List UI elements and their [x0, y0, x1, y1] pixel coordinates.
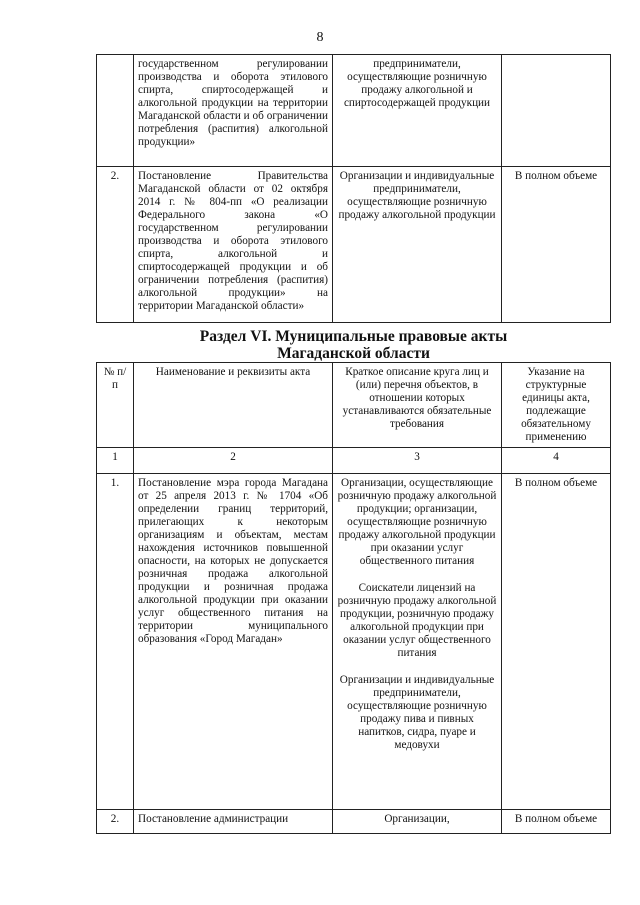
table-header-row: [97, 363, 611, 448]
table-row: [97, 474, 611, 810]
act-name-cell: Постановление администрации: [134, 810, 333, 834]
persons-paragraph: Соискатели лицензий на розничную продажу алкогольной продукции, розничную продажу алкогольной продукции при оказании услуг общественного питания: [337, 582, 497, 659]
column-number: 2: [134, 448, 333, 474]
table-row: [97, 55, 611, 167]
section-title-line1: Раздел VI. Муниципальные правовые акты: [199, 328, 508, 345]
act-name-cell: Постановление мэра города Магадана от 25 апреля 2013 г. № 1704 «Об определении границ территорий, прилегающих к некоторым организациям и объектам, местам нахождения источников повышенной опасности, на которых не допускается розничная продажа алкогольной продукции и розничная продажа алкогольной продукции при оказании услуг общественного питания на территории муниципального образования «Город Магадан»: [134, 474, 333, 810]
persons-cell: [333, 474, 502, 810]
table-row: [97, 167, 611, 323]
header-scope: Указание на структурные единицы акта, подлежащие обязательному применению: [502, 363, 611, 448]
section-title: [96, 328, 611, 362]
act-name-cell: государственном регулировании производства и оборота этилового спирта, спиртосодержащей и алкогольной продукции на территории Магаданской области и об ограничении потребления (распития) алкогольной продукции»: [134, 55, 333, 167]
column-number: 1: [97, 448, 134, 474]
row-number-cell: [97, 55, 134, 167]
header-act-name: Наименование и реквизиты акта: [134, 363, 333, 448]
column-numbers-row: [97, 448, 611, 474]
persons-cell: предприниматели, осуществляющие розничную продажу алкогольной и спиртосодержащей продукции: [333, 55, 502, 167]
scope-cell: В полном объеме: [502, 167, 611, 323]
municipal-acts-table: [96, 362, 611, 834]
section-title-line2: Магаданской области: [277, 345, 430, 362]
row-number-cell: 1.: [97, 474, 134, 810]
page-number: 8: [316, 30, 324, 45]
row-number-cell: 2.: [97, 810, 134, 834]
header-number: № п/п: [97, 363, 134, 448]
row-number-cell: 2.: [97, 167, 134, 323]
scope-cell: [502, 55, 611, 167]
table-row: [97, 810, 611, 834]
persons-cell: Организации и индивидуальные предприниматели, осуществляющие розничную продажу алкогольной продукции: [333, 167, 502, 323]
persons-paragraph: Организации и индивидуальные предприниматели, осуществляющие розничную продажу пива и пивных напитков, сидра, пуаре и медовухи: [339, 674, 495, 751]
legal-acts-table-continued: [96, 54, 611, 323]
column-number: 3: [333, 448, 502, 474]
scope-cell: В полном объеме: [502, 474, 611, 810]
column-number: 4: [502, 448, 611, 474]
act-name-cell: Постановление Правительства Магаданской области от 02 октября 2014 г. № 804-пп «О реализации Федерального закона «О государственном регулировании производства и оборота этилового спирта, алкогольной и спиртосодержащей продукции и об ограничении потребления (распития) алкогольной продукции» на территории Магаданской области»: [134, 167, 333, 323]
persons-paragraph: Организации, осуществляющие розничную продажу алкогольной продукции; организации, осуществляющие розничную продажу алкогольной продукции при оказании услуг общественного питания: [337, 477, 497, 567]
persons-cell: Организации,: [333, 810, 502, 834]
scope-cell: В полном объеме: [502, 810, 611, 834]
header-persons: Краткое описание круга лиц и (или) перечня объектов, в отношении которых устанавливаются обязательные требования: [333, 363, 502, 448]
